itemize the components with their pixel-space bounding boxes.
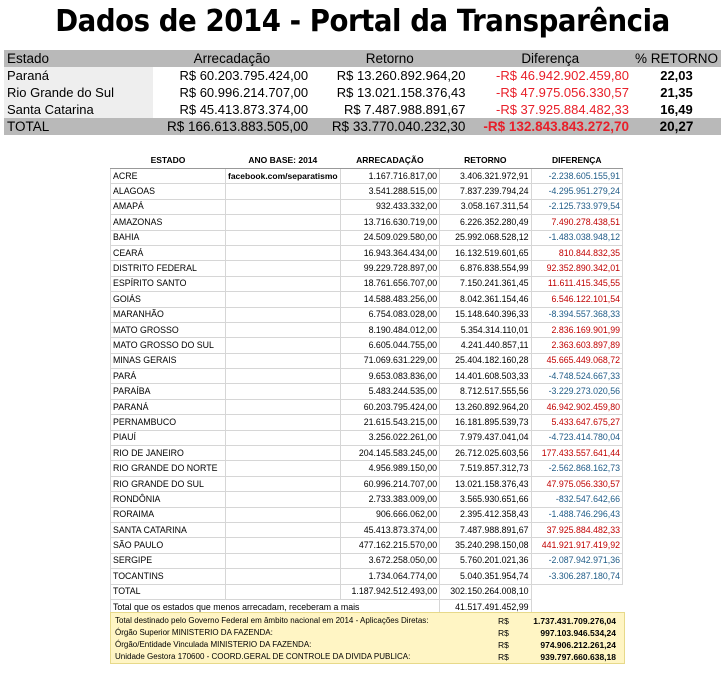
footer-currency: R$: [498, 652, 509, 662]
detail-row: [111, 399, 623, 414]
detail-retorno: 7.979.437.041,04: [440, 430, 531, 445]
detail-arrecadacao: 477.162.215.570,00: [340, 538, 439, 553]
detail-estado: ESPÍRITO SANTO: [111, 276, 226, 291]
detail-estado: BAHIA: [111, 230, 226, 245]
detail-row: [111, 307, 623, 322]
detail-diferenca: 6.546.122.101,54: [531, 292, 622, 307]
detail-header-retorno: RETORNO: [440, 152, 531, 169]
detail-arrecadacao: 3.672.258.050,00: [340, 553, 439, 568]
footer-amount: 1.737.431.709.276,04: [533, 616, 616, 626]
detail-arrecadacao: 1.734.064.774,00: [340, 569, 439, 584]
summary-retorno: R$ 7.487.988.891,67: [311, 101, 468, 118]
detail-total-blank: [226, 584, 341, 599]
detail-blank: [226, 492, 341, 507]
detail-diferenca: -4.295.951.279,24: [531, 184, 622, 199]
detail-estado: MARANHÃO: [111, 307, 226, 322]
detail-total-arrecadacao: 1.187.942.512.493,00: [340, 584, 439, 599]
detail-blank: [226, 369, 341, 384]
detail-header-arrecadacao: ARRECADAÇÃO: [340, 152, 439, 169]
detail-diferenca: 47.975.056.330,57: [531, 476, 622, 491]
detail-blank: [226, 507, 341, 522]
detail-diferenca: -2.125.733.979,54: [531, 199, 622, 214]
summary-total-diferenca: -R$ 132.843.843.272,70: [468, 118, 632, 135]
detail-arrecadacao: 3.256.022.261,00: [340, 430, 439, 445]
detail-blank: [226, 430, 341, 445]
detail-arrecadacao: 60.996.214.707,00: [340, 476, 439, 491]
detail-row: [111, 353, 623, 368]
detail-blank: [226, 338, 341, 353]
summary-total-row: [4, 118, 721, 135]
footer-label: Unidade Gestora 170600 - COORD.GERAL DE CONTROLE DA DIVIDA PUBLICA:: [115, 652, 411, 661]
detail-retorno: 5.040.351.954,74: [440, 569, 531, 584]
detail-retorno: 8.042.361.154,46: [440, 292, 531, 307]
summary-estado: Paraná: [4, 67, 153, 84]
detail-row: [111, 292, 623, 307]
summary-pct: 22,03: [632, 67, 721, 84]
detail-retorno: 25.992.068.528,12: [440, 230, 531, 245]
detail-diferenca: -2.238.605.155,91: [531, 169, 622, 184]
detail-estado: SÃO PAULO: [111, 538, 226, 553]
detail-estado: PARANÁ: [111, 399, 226, 414]
footer-box: [110, 612, 625, 664]
detail-retorno: 3.406.321.972,91: [440, 169, 531, 184]
summary-diferenca: -R$ 47.975.056.330,57: [468, 84, 632, 101]
summary-pct: 16,49: [632, 101, 721, 118]
detail-row: [111, 215, 623, 230]
detail-row: [111, 245, 623, 260]
summary-header-row: [4, 50, 721, 67]
summary-header-diferenca: Diferença: [468, 50, 632, 67]
detail-retorno: 5.760.201.021,36: [440, 553, 531, 568]
summary-total-retorno: R$ 33.770.040.232,30: [311, 118, 468, 135]
footer-label: Órgão/Entidade Vinculada MINISTERIO DA FAZENDA:: [115, 640, 312, 649]
detail-row: [111, 538, 623, 553]
detail-retorno: 7.519.857.312,73: [440, 461, 531, 476]
detail-retorno: 16.132.519.601,65: [440, 245, 531, 260]
detail-estado: GOIÁS: [111, 292, 226, 307]
detail-retorno: 13.260.892.964,20: [440, 399, 531, 414]
detail-blank: [226, 230, 341, 245]
detail-estado: PIAUÍ: [111, 430, 226, 445]
detail-header-row: [111, 152, 623, 169]
detail-row: [111, 415, 623, 430]
detail-row: [111, 553, 623, 568]
detail-diferenca: -2.562.868.162,73: [531, 461, 622, 476]
detail-arrecadacao: 9.653.083.836,00: [340, 369, 439, 384]
detail-retorno: 35.240.298.150,08: [440, 538, 531, 553]
detail-arrecadacao: 2.733.383.009,00: [340, 492, 439, 507]
detail-arrecadacao: 60.203.795.424,00: [340, 399, 439, 414]
detail-arrecadacao: 5.483.244.535,00: [340, 384, 439, 399]
detail-retorno: 7.837.239.794,24: [440, 184, 531, 199]
page-title: Dados de 2014 - Portal da Transparência: [55, 4, 670, 39]
detail-estado: CEARÁ: [111, 245, 226, 260]
detail-retorno: 3.565.930.651,66: [440, 492, 531, 507]
detail-blank: [226, 476, 341, 491]
summary-total-label: TOTAL: [4, 118, 153, 135]
detail-row: [111, 384, 623, 399]
detail-estado: TOCANTINS: [111, 569, 226, 584]
summary-header-pct: % RETORNO: [632, 50, 721, 67]
footer-label: Órgão Superior MINISTERIO DA FAZENDA:: [115, 628, 273, 637]
detail-arrecadacao: 21.615.543.215,00: [340, 415, 439, 430]
detail-retorno: 7.150.241.361,45: [440, 276, 531, 291]
detail-header-diferenca: DIFERENÇA: [531, 152, 622, 169]
detail-total-empty: [531, 584, 622, 599]
summary-header-estado: Estado: [4, 50, 153, 67]
detail-retorno: 6.226.352.280,49: [440, 215, 531, 230]
detail-retorno: 7.487.988.891,67: [440, 522, 531, 537]
summary-arrecadacao: R$ 60.996.214.707,00: [153, 84, 312, 101]
detail-blank: [226, 307, 341, 322]
detail-estado: PARAÍBA: [111, 384, 226, 399]
detail-diferenca: -4.723.414.780,04: [531, 430, 622, 445]
detail-row: [111, 476, 623, 491]
detail-estado: MATO GROSSO DO SUL: [111, 338, 226, 353]
detail-header-ano-base: ANO BASE: 2014: [226, 152, 341, 169]
detail-diferenca: 2.836.169.901,99: [531, 322, 622, 337]
footer-currency: R$: [498, 628, 509, 638]
detail-arrecadacao: 71.069.631.229,00: [340, 353, 439, 368]
detail-arrecadacao: 3.541.288.515,00: [340, 184, 439, 199]
detail-arrecadacao: 6.605.044.755,00: [340, 338, 439, 353]
detail-retorno: 16.181.895.539,73: [440, 415, 531, 430]
summary-row: [4, 67, 721, 84]
detail-blank: [226, 261, 341, 276]
detail-row: [111, 569, 623, 584]
detail-retorno: 6.876.838.554,99: [440, 261, 531, 276]
detail-blank: [226, 461, 341, 476]
detail-arrecadacao: 6.754.083.028,00: [340, 307, 439, 322]
footer-currency: R$: [498, 640, 509, 650]
detail-row: [111, 369, 623, 384]
summary-total-pct: 20,27: [632, 118, 721, 135]
footer-label: Total destinado pelo Governo Federal em âmbito nacional em 2014 - Aplicações Diretas:: [115, 616, 429, 625]
detail-diferenca: -4.748.524.667,33: [531, 369, 622, 384]
detail-estado: PERNAMBUCO: [111, 415, 226, 430]
detail-estado: RONDÔNIA: [111, 492, 226, 507]
detail-header-estado: ESTADO: [111, 152, 226, 169]
detail-arrecadacao: 4.956.989.150,00: [340, 461, 439, 476]
detail-blank: [226, 276, 341, 291]
detail-diferenca: 441.921.917.419,92: [531, 538, 622, 553]
detail-estado: RIO GRANDE DO SUL: [111, 476, 226, 491]
detail-blank: [226, 292, 341, 307]
detail-estado: ALAGOAS: [111, 184, 226, 199]
summary-table: [4, 50, 721, 135]
detail-row: [111, 507, 623, 522]
summary-total-arrecadacao: R$ 166.613.883.505,00: [153, 118, 312, 135]
detail-diferenca: -2.087.942.971,36: [531, 553, 622, 568]
detail-estado: MINAS GERAIS: [111, 353, 226, 368]
detail-arrecadacao: 99.229.728.897,00: [340, 261, 439, 276]
footer-amount: 974.906.212.261,24: [540, 640, 616, 650]
detail-blank: [226, 538, 341, 553]
detail-total-label: TOTAL: [111, 584, 226, 599]
detail-estado: AMAZONAS: [111, 215, 226, 230]
detail-row: [111, 199, 623, 214]
detail-row: [111, 261, 623, 276]
detail-row: [111, 276, 623, 291]
detail-arrecadacao: 13.716.630.719,00: [340, 215, 439, 230]
summary-row: [4, 101, 721, 118]
detail-estado: SERGIPE: [111, 553, 226, 568]
summary-retorno: R$ 13.021.158.376,43: [311, 84, 468, 101]
detail-blank: [226, 446, 341, 461]
detail-retorno: 14.401.608.503,33: [440, 369, 531, 384]
detail-arrecadacao: 204.145.583.245,00: [340, 446, 439, 461]
detail-retorno: 5.354.314.110,01: [440, 322, 531, 337]
detail-retorno: 2.395.412.358,43: [440, 507, 531, 522]
detail-diferenca: -1.483.038.948,12: [531, 230, 622, 245]
detail-row: [111, 322, 623, 337]
detail-diferenca: -832.547.642,66: [531, 492, 622, 507]
detail-retorno: 8.712.517.555,56: [440, 384, 531, 399]
detail-arrecadacao: 932.433.332,00: [340, 199, 439, 214]
detail-diferenca: 11.611.415.345,55: [531, 276, 622, 291]
detail-diferenca: 5.433.647.675,27: [531, 415, 622, 430]
detail-row: [111, 169, 623, 184]
detail-note-value: 41.517.491.452,99: [440, 599, 531, 616]
detail-row: [111, 184, 623, 199]
detail-estado: PARÁ: [111, 369, 226, 384]
detail-arrecadacao: 45.413.873.374,00: [340, 522, 439, 537]
detail-blank: [226, 199, 341, 214]
detail-row: [111, 338, 623, 353]
detail-row: [111, 430, 623, 445]
detail-estado: RIO GRANDE DO NORTE: [111, 461, 226, 476]
detail-blank: [226, 322, 341, 337]
detail-diferenca: 7.490.278.438,51: [531, 215, 622, 230]
footer-currency: R$: [498, 616, 509, 626]
detail-blank: [226, 215, 341, 230]
summary-retorno: R$ 13.260.892.964,20: [311, 67, 468, 84]
summary-arrecadacao: R$ 45.413.873.374,00: [153, 101, 312, 118]
detail-estado: RIO DE JANEIRO: [111, 446, 226, 461]
detail-diferenca: 810.844.832,35: [531, 245, 622, 260]
detail-total-row: [111, 584, 623, 599]
footer-amount: 997.103.946.534,24: [540, 628, 616, 638]
detail-blank: [226, 245, 341, 260]
detail-diferenca: -3.229.273.020,56: [531, 384, 622, 399]
detail-estado: ACRE: [111, 169, 226, 184]
detail-arrecadacao: 14.588.483.256,00: [340, 292, 439, 307]
detail-blank: [226, 569, 341, 584]
facebook-link-text: facebook.com/separatismo: [228, 170, 338, 181]
detail-table: [110, 152, 623, 617]
detail-note-label: Total que os estados que menos arrecadam, receberam a mais: [111, 599, 440, 616]
detail-diferenca: -8.394.557.368,33: [531, 307, 622, 322]
detail-blank: [226, 353, 341, 368]
detail-row: [111, 492, 623, 507]
detail-retorno: 26.712.025.603,56: [440, 446, 531, 461]
detail-estado: RORAIMA: [111, 507, 226, 522]
detail-estado: AMAPÁ: [111, 199, 226, 214]
footer-amount: 939.797.660.638,18: [540, 652, 616, 662]
detail-retorno: 4.241.440.857,11: [440, 338, 531, 353]
detail-blank: [226, 553, 341, 568]
detail-arrecadacao: 16.943.364.434,00: [340, 245, 439, 260]
detail-estado: MATO GROSSO: [111, 322, 226, 337]
detail-row: [111, 230, 623, 245]
detail-estado: DISTRITO FEDERAL: [111, 261, 226, 276]
summary-estado: Rio Grande do Sul: [4, 84, 153, 101]
detail-diferenca: 37.925.884.482,33: [531, 522, 622, 537]
detail-retorno: 15.148.640.396,33: [440, 307, 531, 322]
detail-row: [111, 461, 623, 476]
summary-header-arrecadacao: Arrecadação: [153, 50, 312, 67]
summary-diferenca: -R$ 37.925.884.482,33: [468, 101, 632, 118]
summary-estado: Santa Catarina: [4, 101, 153, 118]
detail-estado: SANTA CATARINA: [111, 522, 226, 537]
detail-arrecadacao: 18.761.656.707,00: [340, 276, 439, 291]
summary-header-retorno: Retorno: [311, 50, 468, 67]
detail-blank: [226, 399, 341, 414]
detail-total-retorno: 302.150.264.008,10: [440, 584, 531, 599]
detail-diferenca: 92.352.890.342,01: [531, 261, 622, 276]
detail-blank: [226, 415, 341, 430]
detail-row: [111, 522, 623, 537]
detail-blank: [226, 184, 341, 199]
detail-arrecadacao: 906.666.062,00: [340, 507, 439, 522]
detail-diferenca: 177.433.557.641,44: [531, 446, 622, 461]
detail-diferenca: -1.488.746.296,43: [531, 507, 622, 522]
detail-diferenca: 45.665.449.068,72: [531, 353, 622, 368]
detail-retorno: 13.021.158.376,43: [440, 476, 531, 491]
detail-diferenca: 46.942.902.459,80: [531, 399, 622, 414]
summary-arrecadacao: R$ 60.203.795.424,00: [153, 67, 312, 84]
summary-diferenca: -R$ 46.942.902.459,80: [468, 67, 632, 84]
detail-diferenca: -3.306.287.180,74: [531, 569, 622, 584]
summary-row: [4, 84, 721, 101]
detail-retorno: 25.404.182.160,28: [440, 353, 531, 368]
detail-diferenca: 2.363.603.897,89: [531, 338, 622, 353]
summary-pct: 21,35: [632, 84, 721, 101]
detail-blank: [226, 384, 341, 399]
detail-arrecadacao: 8.190.484.012,00: [340, 322, 439, 337]
detail-arrecadacao: 1.167.716.817,00: [340, 169, 439, 184]
detail-arrecadacao: 24.509.029.580,00: [340, 230, 439, 245]
detail-blank: [226, 522, 341, 537]
detail-retorno: 3.058.167.311,54: [440, 199, 531, 214]
detail-row: [111, 446, 623, 461]
